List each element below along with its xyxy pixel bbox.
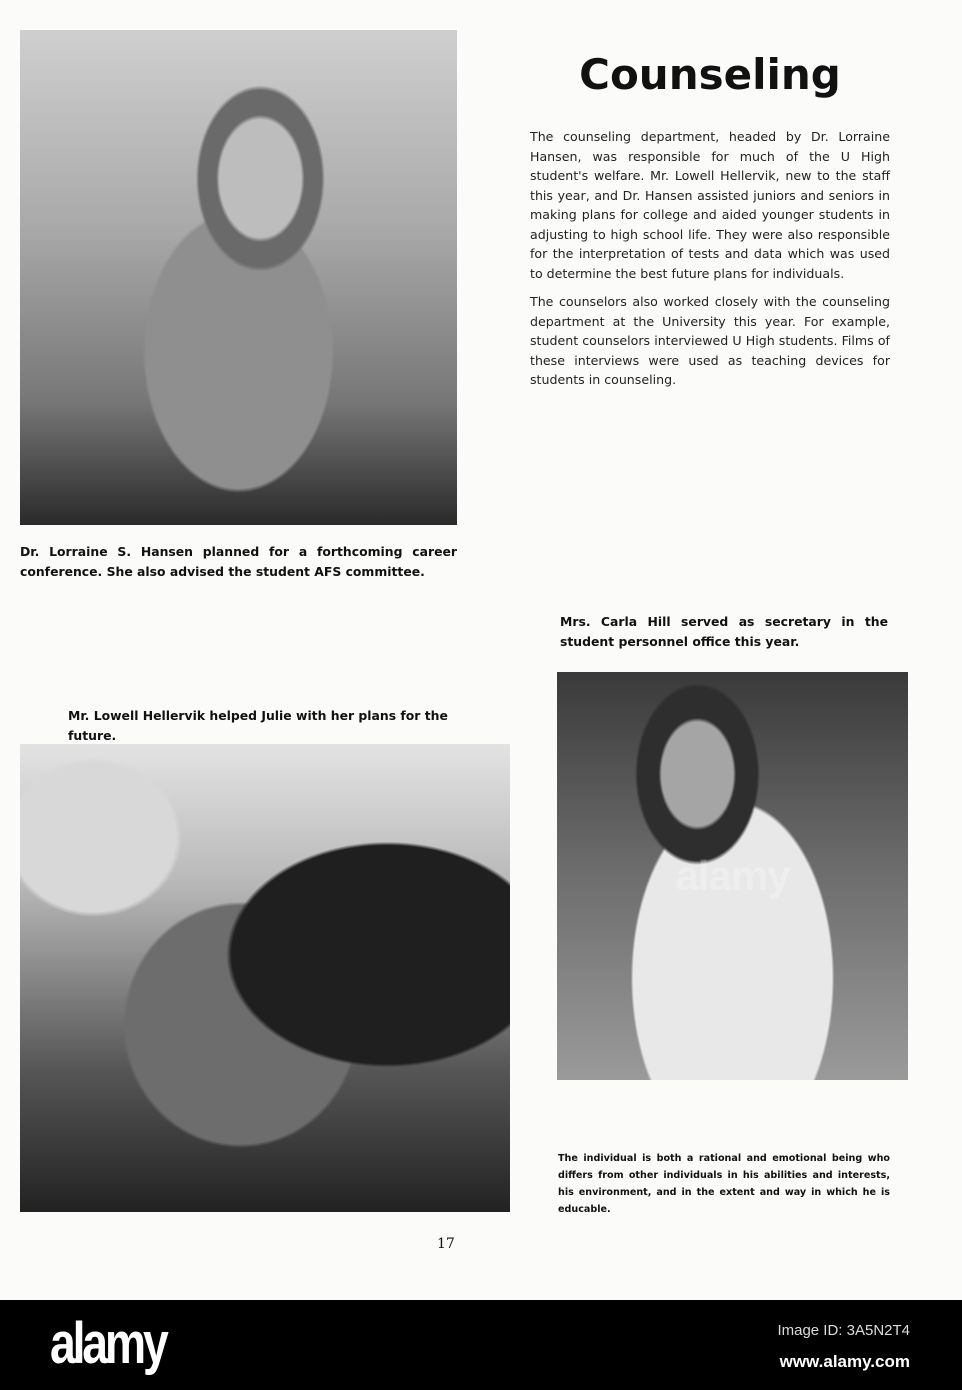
photo-lowell-hellervik [20,744,510,1212]
page-number: 17 [437,1236,455,1252]
body-paragraph: The counseling department, headed by Dr. Lorraine Hansen, was responsible for much of the U High student's welfare. Mr. Lowell Hellervik, new to the staff this year, and Dr. Hansen assisted juniors and seniors in making plans for college and aided younger students in adjusting to high school life. They were also responsible for the interpretation of tests and data which was used to determine the best future plans for individuals. [530,129,890,281]
page-title: Counseling [579,50,841,99]
quote: The individual is both a rational and emotional being who differs from other individuals in his abilities and interests, his environment, and in the extent and way in which he is educable. [558,1153,890,1215]
article-body [530,127,890,399]
stock-banner [0,1300,962,1390]
image-id: Image ID: 3A5N2T4 [777,1322,910,1339]
photo-carla-hill [557,672,908,1080]
caption-hansen: Dr. Lorraine S. Hansen planned for a forthcoming career conference. She also advised the student AFS committee. [20,544,457,579]
caption-hellervik: Mr. Lowell Hellervik helped Julie with her plans for the future. [68,708,448,743]
photo-lorraine-hansen [20,30,457,525]
caption-hill: Mrs. Carla Hill served as secretary in the student personnel office this year. [560,614,888,649]
site-url: www.alamy.com [779,1352,910,1371]
alamy-logo: alamy [50,1311,166,1376]
body-paragraph: The counselors also worked closely with the counseling department at the University this year. For example, student counselors interviewed U High students. Films of these interviews were used as teaching devices for students in counseling. [530,294,890,387]
watermark: alamy [675,852,790,899]
